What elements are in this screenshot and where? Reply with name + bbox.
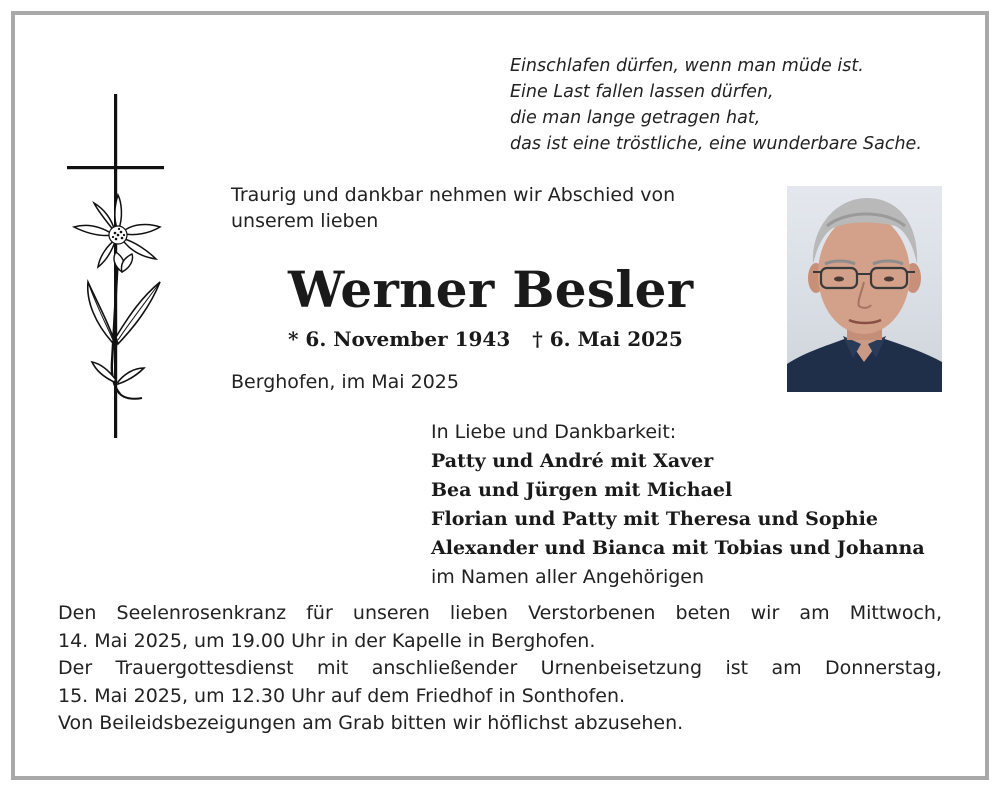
funeral-details: 15. Mai 2025, um 12.30 Uhr auf dem Friedhof in Sonthofen. <box>58 684 626 707</box>
condolence-request: Von Beileidsbezeigungen am Grab bitten wir höflichst abzusehen. <box>58 712 684 734</box>
mourners-block <box>431 418 925 592</box>
mourner-family: Florian und Patty mit Theresa und Sophie <box>431 508 878 530</box>
rosary-notice: Den Seelenrosenkranz für unseren lieben Verstorbenen beten wir am Mittwoch, <box>58 602 942 624</box>
life-dates <box>288 325 683 353</box>
rosary-details: 14. Mai 2025, um 19.00 Uhr in der Kapelle in Berghofen. <box>58 629 596 652</box>
mourners-heading: In Liebe und Dankbarkeit: <box>431 421 677 443</box>
quote-block <box>510 53 922 157</box>
service-information <box>58 600 942 738</box>
death-date: † 6. Mai 2025 <box>532 327 683 351</box>
quote-line: Einschlafen dürfen, wenn man müde ist. <box>510 56 864 76</box>
mourner-family: Bea und Jürgen mit Michael <box>431 479 733 501</box>
cross-with-edelweiss-icon <box>62 92 177 442</box>
quote-line: die man lange getragen hat, <box>510 108 761 128</box>
quote-line: das ist eine tröstliche, eine wunderbare Sache. <box>510 134 922 154</box>
mourners-closing: im Namen aller Angehörigen <box>431 566 705 588</box>
intro-line-2: unserem lieben <box>231 210 379 232</box>
mourner-family: Patty und André mit Xaver <box>431 450 714 472</box>
quote-line: Eine Last fallen lassen dürfen, <box>510 82 774 102</box>
deceased-name: Werner Besler <box>288 260 694 319</box>
portrait-photo <box>787 186 942 392</box>
place-date: Berghofen, im Mai 2025 <box>231 371 459 393</box>
birth-date: * 6. November 1943 <box>288 327 511 351</box>
funeral-notice: Der Trauergottesdienst mit anschließender Urnenbeisetzung ist am Donnerstag, <box>58 657 942 679</box>
mourner-family: Alexander und Bianca mit Tobias und Johanna <box>431 537 925 559</box>
intro-line-1: Traurig und dankbar nehmen wir Abschied von <box>231 184 676 206</box>
intro-text <box>231 182 675 234</box>
